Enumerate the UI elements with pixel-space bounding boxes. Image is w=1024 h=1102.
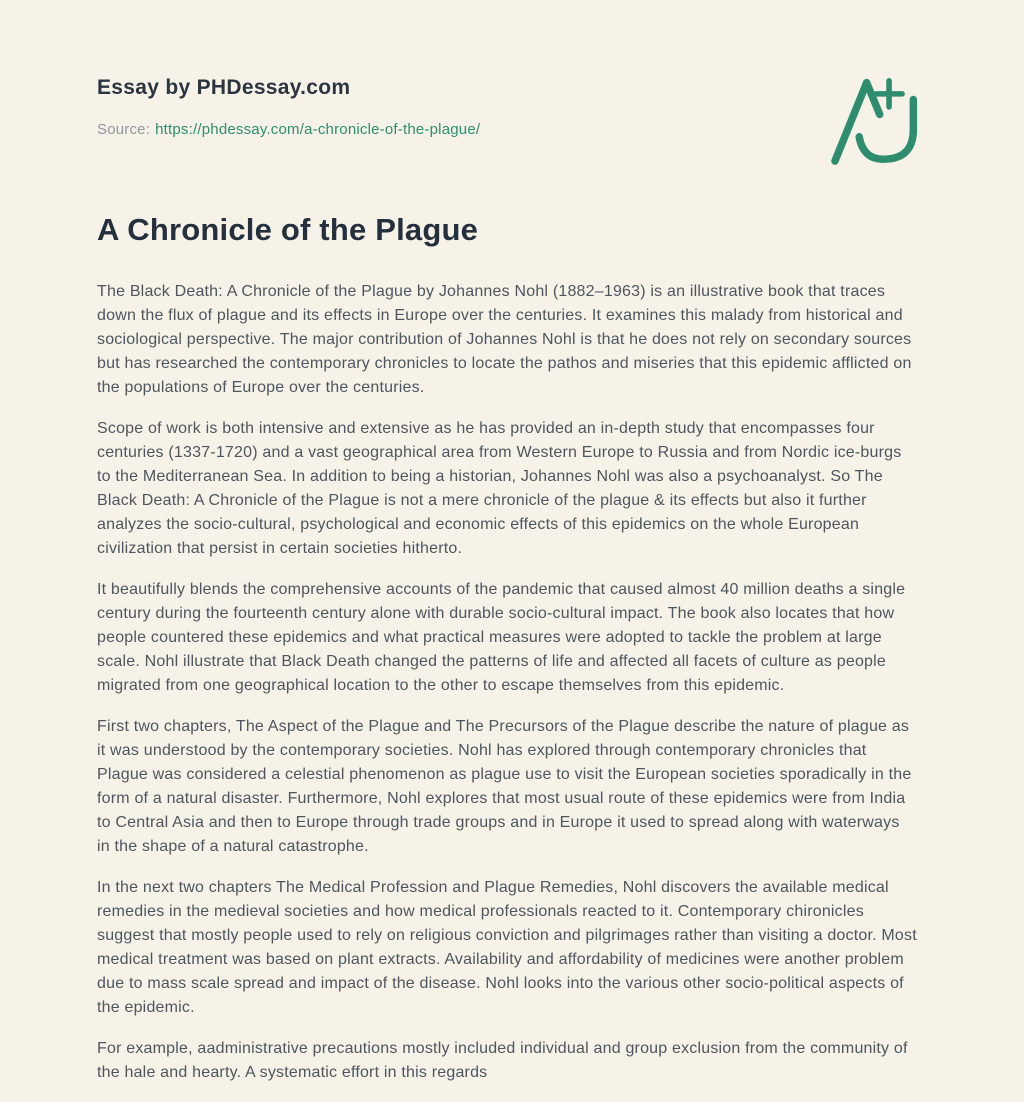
source-line [97,121,917,138]
essay-content [97,76,917,1102]
essay-paragraph-2: Scope of work is both intensive and extensive as he has provided an in-depth study that encompasses four centuries (1337-1720) and a vast geographical area from Western Europe to Russia and from Nordic ice-burgs to the Mediterranean Sea. In addition to being a historian, Johannes Nohl was also a psychoanalyst. So The Black Death: A Chronicle of the Plague is not a mere chronicle of the plague & its effects but also it further analyzes the socio-cultural, psychological and economic effects of this epidemics on the whole European civilization that persist in certain societies hitherto. [97,420,902,557]
essay-paragraph-6: For example, aadministrative precautions mostly included individual and group exclusion from the community of the hale and hearty. A systematic effort in this regards [97,1040,908,1081]
essay-body [97,280,917,1085]
source-label: Source: [97,121,151,138]
essay-paragraph-5: In the next two chapters The Medical Profession and Plague Remedies, Nohl discovers the available medical remedies in the medieval societies and how medical professionals reacted to it. Contemporary chironicles suggest that mostly people used to rely on religious conviction and pilgrimages rather than visiting a doctor. Most medical treatment was based on plant extracts. Availability and affordability of medicines were another problem due to mass scale spread and impact of the disease. Nohl looks into the various other socio-political aspects of the epidemic. [97,879,917,1016]
source-url-link[interactable]: https://phdessay.com/a-chronicle-of-the-plague/ [155,121,481,138]
essay-paragraph-4: First two chapters, The Aspect of the Plague and The Precursors of the Plague describe the nature of plague as it was understood by the contemporary societies. Nohl has explored through contemporary chronicles that Plague was considered a celestial phenomenon as plague use to visit the European societies sporadically in the form of a natural disaster. Furthermore, Nohl explores that most usual route of these epidemics were from India to Central Asia and then to Europe through trade groups and in Europe it used to spread along with waterways in the shape of a natural catastrophe. [97,718,912,855]
essay-paragraph-3: It beautifully blends the comprehensive accounts of the pandemic that caused almost 40 million deaths a single century during the fourteenth century alone with durable socio-cultural impact. The book also locates that how people countered these epidemics and what practical measures were adopted to tackle the problem at large scale. Nohl illustrate that Black Death changed the patterns of life and affected all facets of culture as people migrated from one geographical location to the other to escape themselves from this epidemic. [97,581,906,694]
essay-paragraph-1: The Black Death: A Chronicle of the Plague by Johannes Nohl (1882–1963) is an illustrative book that traces down the flux of plague and its effects in Europe over the centuries. It examines this malady from historical and sociological perspective. The major contribution of Johannes Nohl is that he does not rely on secondary sources but has researched the contemporary chronicles to locate the pathos and miseries that this epidemic afflicted on the populations of Europe over the centuries. [97,283,912,396]
page-title: A Chronicle of the Plague [97,212,479,247]
essay-byline: Essay by PHDessay.com [97,76,351,99]
